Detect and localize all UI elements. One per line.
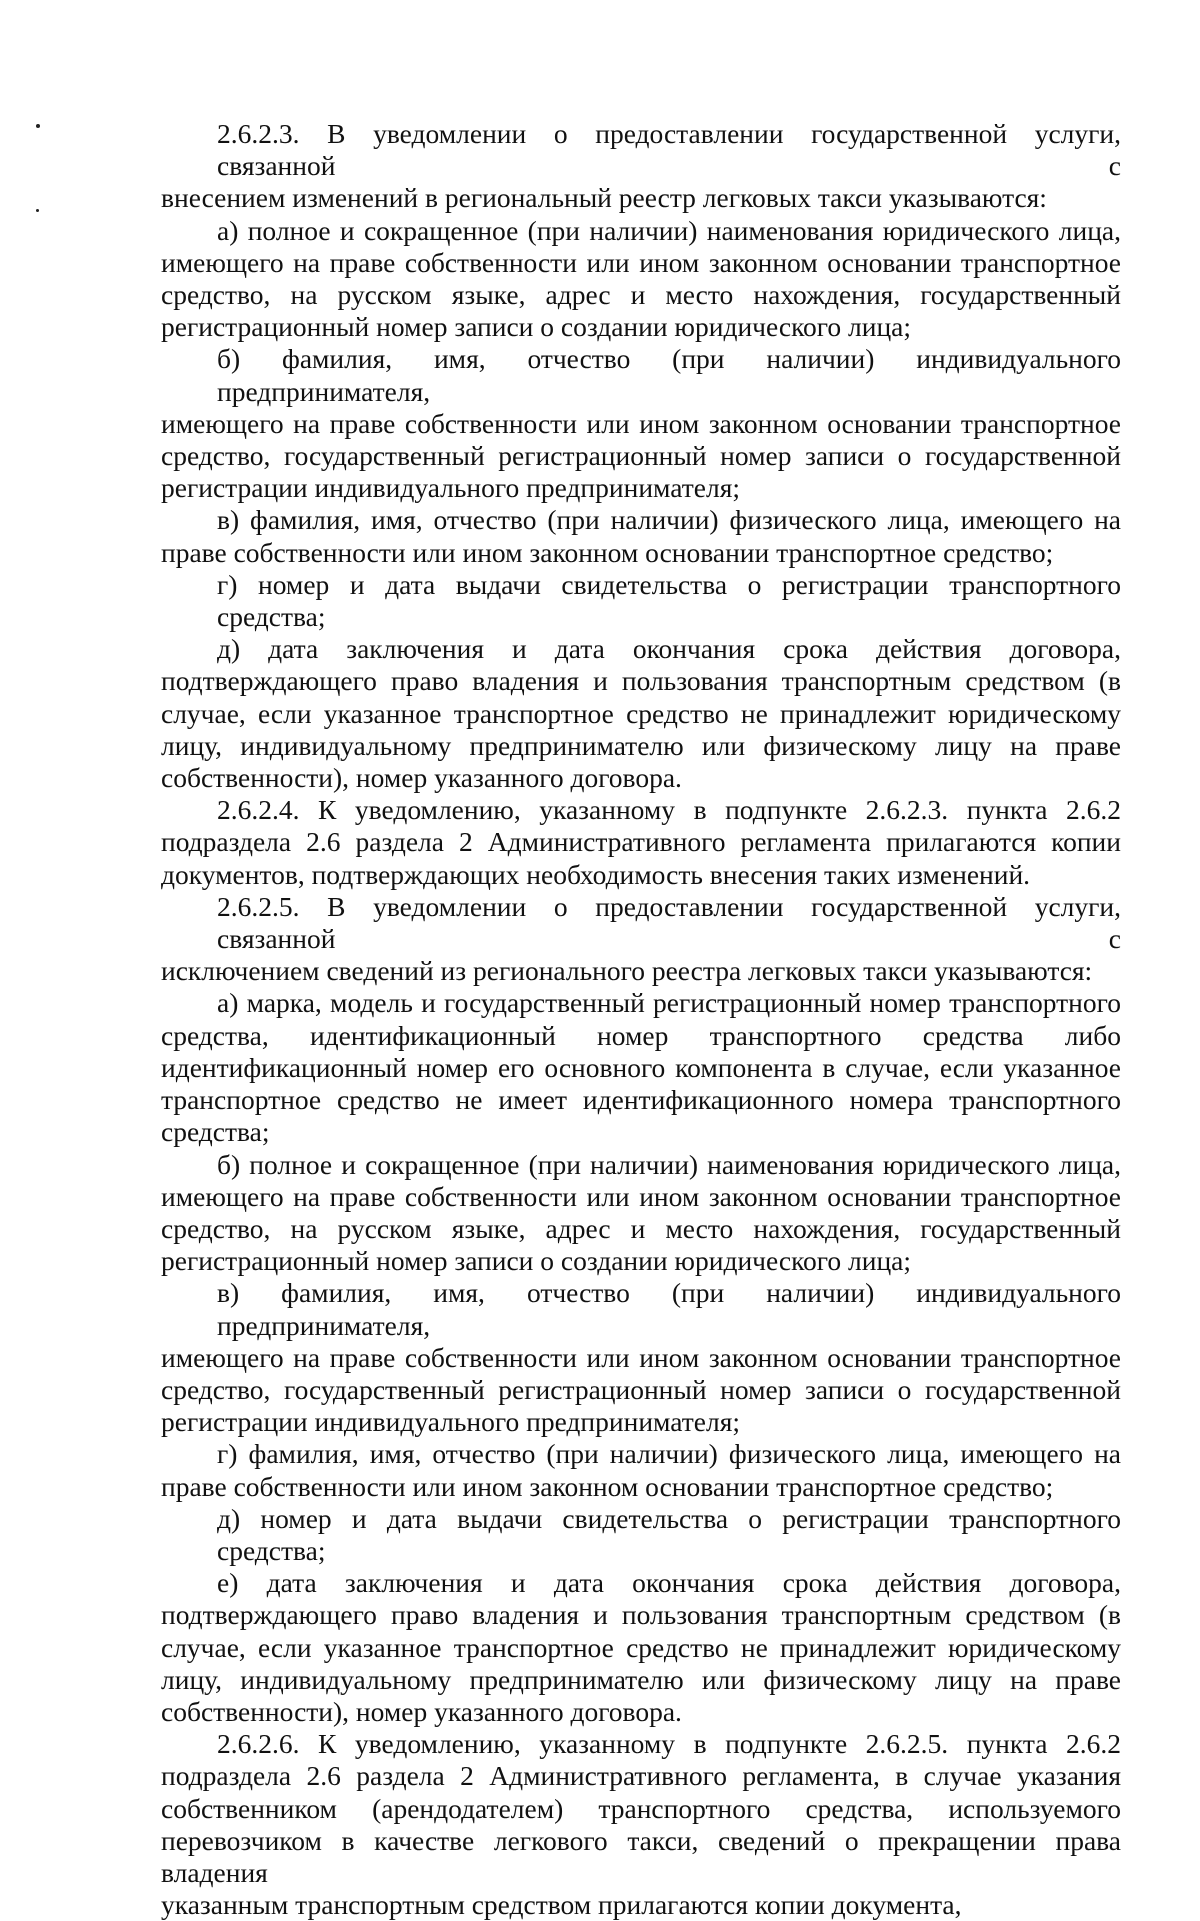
text-line: праве собственности или ином законном основании транспортное средство; [161,536,1054,568]
paragraph-a2 [161,987,1121,1148]
text-line: а) марка, модель и государственный регистрационный номер транспортного [217,987,1121,1019]
text-line: 2.6.2.6. К уведомлению, указанному в подпункте 2.6.2.5. пункта 2.6.2 [217,1728,1121,1760]
paragraph-d1 [161,633,1121,794]
text-line: а) полное и сокращенное (при наличии) наименования юридического лица, [217,214,1121,246]
paragraph-g1 [161,569,1121,633]
text-line: 2.6.2.5. В уведомлении о предоставлении государственной услуги, связанной с [217,890,1121,955]
text-line: указанным транспортным средством прилагаются копии документа, [161,1889,962,1921]
paragraph-b2 [161,1149,1121,1278]
text-line: д) дата заключения и дата окончания срока действия договора, [217,633,1121,665]
text-line: г) номер и дата выдачи свидетельства о регистрации транспортного средства; [217,568,1121,633]
text-line: случае, если указанное транспортное средство не принадлежит юридическому [161,1631,1121,1663]
text-line: транспортное средство не имеет идентификационного номера транспортного [161,1084,1121,1116]
text-line: г) фамилия, имя, отчество (при наличии) физического лица, имеющего на [217,1438,1121,1470]
text-line: перевозчиком в качестве легкового такси, сведений о прекращении права владения [161,1824,1121,1888]
scan-speck [36,209,39,212]
text-line: е) дата заключения и дата окончания срока действия договора, [217,1567,1121,1599]
text-line: средства, идентификационный номер транспортного средства либо [161,1019,1121,1051]
text-line: имеющего на праве собственности или ином законном основании транспортное [161,1180,1121,1212]
text-line: собственником (арендодателем) транспортного средства, используемого [161,1792,1121,1824]
text-line: исключением сведений из регионального реестра легковых такси указываются: [161,955,1093,987]
text-line: средства; [161,1116,270,1148]
text-line: подтверждающего право владения и пользования транспортным средством (в [161,665,1121,697]
text-line: имеющего на праве собственности или ином законном основании транспортное [161,246,1121,278]
text-line: 2.6.2.4. К уведомлению, указанному в подпункте 2.6.2.3. пункта 2.6.2 [217,794,1121,826]
text-line: лицу, индивидуальному предпринимателю или физическому лицу на праве [161,729,1121,761]
scan-speck [36,124,40,128]
text-line: в) фамилия, имя, отчество (при наличии) индивидуального предпринимателя, [217,1277,1121,1341]
text-line: случае, если указанное транспортное средство не принадлежит юридическому [161,697,1121,729]
text-line: подраздела 2.6 раздела 2 Административного регламента прилагаются копии [161,826,1121,858]
text-line: средство, на русском языке, адрес и место нахождения, государственный [161,279,1121,311]
text-line: средство, государственный регистрационный номер записи о государственной [161,1373,1121,1405]
paragraph-e2 [161,1567,1121,1728]
paragraph-2-6-2-6 [161,1728,1121,1921]
paragraph-2-6-2-5 [161,891,1121,988]
text-line: регистрации индивидуального предпринимателя; [161,472,740,504]
text-line: 2.6.2.3. В уведомлении о предоставлении государственной услуги, связанной с [217,118,1121,182]
paragraph-2-6-2-4 [161,794,1121,891]
text-line: регистрационный номер записи о создании юридического лица; [161,1245,912,1277]
paragraph-v1 [161,504,1121,568]
text-line: собственности), номер указанного договора. [161,1695,682,1727]
paragraph-v2 [161,1277,1121,1438]
text-line: регистрационный номер записи о создании юридического лица; [161,311,912,343]
text-line: имеющего на праве собственности или ином законном основании транспортное [161,1341,1121,1373]
paragraph-2-6-2-3 [161,118,1121,215]
text-line: внесением изменений в региональный реестр легковых такси указываются: [161,182,1047,214]
paragraph-a1 [161,215,1121,344]
text-line: в) фамилия, имя, отчество (при наличии) физического лица, имеющего на [217,504,1121,536]
text-line: средство, государственный регистрационный номер записи о государственной [161,440,1121,472]
text-line: подраздела 2.6 раздела 2 Административного регламента, в случае указания [161,1760,1121,1792]
text-line: праве собственности или ином законном основании транспортное средство; [161,1470,1054,1502]
text-line: д) номер и дата выдачи свидетельства о регистрации транспортного средства; [217,1502,1121,1566]
paragraph-b1 [161,343,1121,504]
text-line: средство, на русском языке, адрес и место нахождения, государственный [161,1212,1121,1244]
text-line: регистрации индивидуального предпринимателя; [161,1406,740,1438]
text-line: документов, подтверждающих необходимость внесения таких изменений. [161,858,1031,890]
paragraph-d2 [161,1503,1121,1567]
paragraph-g2 [161,1438,1121,1502]
text-line: подтверждающего право владения и пользования транспортным средством (в [161,1599,1121,1631]
text-line: б) фамилия, имя, отчество (при наличии) индивидуального предпринимателя, [217,343,1121,407]
text-line: собственности), номер указанного договора. [161,762,682,794]
document-body [161,118,1121,1921]
text-line: идентификационный номер его основного компонента в случае, если указанное [161,1051,1121,1083]
text-line: имеющего на праве собственности или ином законном основании транспортное [161,407,1121,439]
text-line: лицу, индивидуальному предпринимателю или физическому лицу на праве [161,1663,1121,1695]
text-line: б) полное и сокращенное (при наличии) наименования юридического лица, [217,1148,1121,1180]
